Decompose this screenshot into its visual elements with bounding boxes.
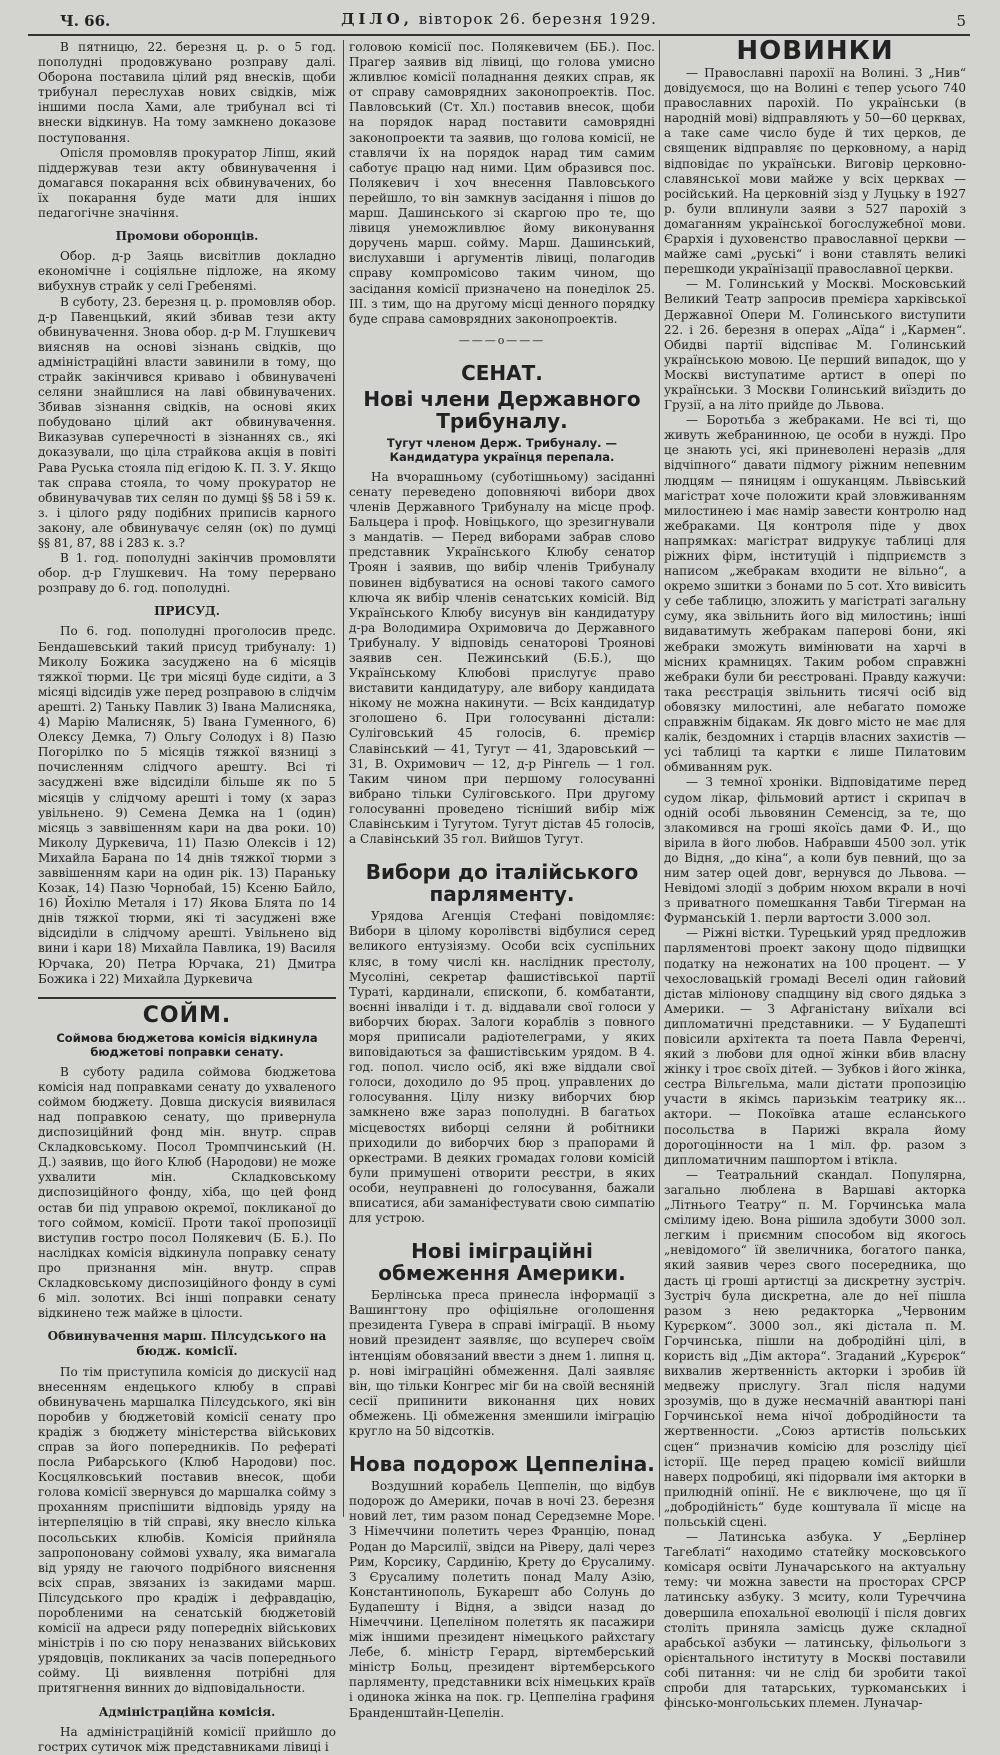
column-rule-2 xyxy=(659,40,660,1517)
news-holynsky-moscow: — М. Голинський у Москві. Московський Великий Театр запросив премієра харківської Державної Опери М. Голинського виступити 22. і 26. березня в операх „Аїда“ і „Кармен“. Обидві партії відспіває М. Голинський українською мовою. Це перший випадок, що у Москві виступатиме артист в опері по українськи. З Москви Голинський виїздить до Грузії, а на літо прийде до Львова. xyxy=(664,277,966,413)
news-orthodox-parishes: — Православні парохії на Волині. З „Нив“ довідуємося, що на Волині є тепер усього 740 православних парохій. По українськи (в народній мові) відправляють у 50—60 церквах, а таке саме число буде й тих церков, де священик відправляє по церковному, а нарід відповідає по українськи. Виговір церковно-славянської мови майже у всіх церквах — російський. На церковній зізд у Луцьку в 1927 р. були вплинули заяви з 527 парохій з домаганням української богослужебної мови. Єрархія і духовенство православної церкви — майже самі „руські“ і вони ставлять великі перешкоди українізації православної церкви. xyxy=(664,66,966,277)
masthead xyxy=(28,6,970,36)
heading-italy-elections: Вибори до італійського парляменту. xyxy=(365,860,639,907)
italy-paragraph: Урядова Агенція Стефані повідомляє: Вибори в цілому королівстві відбулися серед великого ентузіязму. Особи всіх суспільних кляс, в тому числі кн. наслідник престолу, Мусоліні, секретар фашистівської партії Тураті, кардинали, єпископи, б. комбатанти, воєнні інваліди і т. д. віддавали свої голоси у виборчих бюрах. Залоги кораблів з повного моря приписали радіотелеграми, у яких виповідаються за фашистівським урядом. В 4. год. попол. число осіб, які вже віддали свої голоси, доходило до 95 проц. управлених до голосування. Цілу низку виборчих бюр замкнено вже зараз пополудні. В багатьох місцевостях виборці селяни й робітники приходили до виборчих бюр з прапорами й оркестрами. В деяких громадах голови комісій були примушені отворити реєстри, в яких особи, неуправнені до голосування, бажали вписатися, аби заманіфестувати свою симпатію для устрою. xyxy=(349,909,655,1226)
separator-1: ———o——— xyxy=(458,333,546,347)
heading-news: НОВИНКИ xyxy=(736,36,894,66)
deck-seim: Соймова бюджетова комісія відкинула бюджетові поправки сенату. xyxy=(56,1030,318,1059)
senate-paragraph: На вчорашньому (суботішньому) засіданні сенату переведено доповняючі вибори двох членів Державного Трибуналу на місце проф. Бальцера і проф. Новіцького, що зрезигнували з мандатів. — Перед виборами забрав слово представник Українського Клюбу сенатор Троян і заявив, що вибір членів Трибуналу повинен відбуватися на основі такого самого ключа як вибір членів сенатських комісій. Від Українського Клюбу висунув він кандидатуру д-ра Володимира Охримовича до Державного Трибуналу. У відповідь сенаторові Троянові заявив сен. Пежинський (Б.Б.), що Українському Клюбові прислугує право виставити кандидатуру, але вибору кандидата нікому не можна накинути. — Всіх кандидатур зголошено 6. При голосуванні дістали: Суліговський 45 голосів, 6. премієр Славінський — 41, Тугут — 41, Здаровський — 31, В. Охримович — 12, д-р Рінгель — 1 гол. Таким чином при першому голосуванні вибрано тільки Суліговського. При другому голосуванні проведено тісніший вибір між Славінським і Тугутом. Тугут дістав 45 голосів, а Славінський 35 гол. Вийшов Тугут. xyxy=(349,469,655,847)
news-various: — Ріжні вістки. Турецький уряд предложив парляментові проект закону щодо підвищки податку на нежонатих на 100 процент. — У чехословацькій громаді Веселі один гайовий дістав міліонову спадщину від свого дядька з Америки. — З Афганістану виїхали всі дипломатичні представники. — У Будапешті повісили архітекта та поета Павла Ференчі, який з любови для одної жінки вбив власну жінку і троє своїх дітей. — Зубков і його жінка, сестра Вільгельма, мали дістати пропозицію участи в якімсь паризькім театрику як... актори. — Покоївка аташе есланського посольства в Парижі вкрала йому дорогоцінности на 1 міл. фр. разом з дипломатичним пашпортом і втікла. xyxy=(664,926,966,1167)
trial-paragraph-3: Обор. д-р Заяць висвітлив докладно економічне і соціяльне підложе, на якому вибухнув страйк у селі Гребенямі. xyxy=(38,249,336,294)
news-dark-chronicle: — З темної хроніки. Відповідатиме перед судом лікар, фільмовий артист і скрипач в одній особі львовянин Семенсід, за те, що злакомився на гроші якоїсь дами Ф. И., що вірила в його любов. Набравши 4500 зол. утік до Відня, „до кіна“, а коли був певний, що за ним затер оцей довг, вернувся до Львова. — Невідомі злодії з добрим нюхом вкрали в ночі з приватного помешкання Тавби Тігерман на Фурманській 1. перли вартости 3.000 зол. xyxy=(664,775,966,926)
trial-paragraph-4: В суботу, 23. березня ц. р. промовляв обор. д-р Павенцький, який збивав тези акту обвинувачення. Знова обор. д-р М. Глушкевич виясняв на основі зізнань свідків, що адміністраційні власти завинили в тому, що страйк закінчився криваво і обвинувачені селяни знайшлися на лаві обвинувачених. Збивав зізнання свідків, на основі яких побудовано цілий акт обвинувачення. Виказував суперечності в зізнаннях св., які доказували, що ціла страйкова акція в повіті Рава Руська стояла під егідою К. П. З. У. Якщо так справа стояла, то чому прокуратор не обвинувачував тих селян по думці §§ 58 і 59 к. з. і цілого ряду подібних приписів карного закону, але обвинувачує селян (ок) по думці §§ 81, 87, 88 і 283 к. з.? xyxy=(38,294,336,550)
sheet-number: 5 xyxy=(956,12,966,30)
subheading-admin-commission: Адміністраційна комісія. xyxy=(98,1704,276,1719)
trial-paragraph-1: В пятницю, 22. березня ц. р. о 5 год. пополудні продовжувано розправу далі. Оборона поставила цілий ряд внесків, щоби трибунал переслухав нових свідків, між іншими посла Хами, але трибунал всі ті внески відкинув. На тому замкнено доказове поступовання. xyxy=(38,40,336,145)
america-paragraph: Берлінська преса принесла інформації з Вашингтону про офіціяльне оголошення президента Гувера в справі іміграції. В ньому новий президент заявляє, що всупереч своїм інтенціям обовязаний ввести з днем 1. липня ц. р. нові іміграційні обмеження. Далі заявляє він, що тільки Конгрес міг би на своїй весняній сесії припинити виконання цих нових обмежень. Ці обмеження зменшили іміграцію кругло на 50 відсотків. xyxy=(349,1288,655,1439)
news-beggars: — Боротьба з жебраками. Не всі ті, що живуть жебранинною, це особи в нужді. Про це знають усі, які приневолені неразів „для відчіпного“ давати підмогу ріжним непевним людцям — пяницям і ошуканцям. Львівський магістрат хоче положити край зловживанням милостинею і має намір завести контролю над жебраками. Ця контроля піде у двох напрямках: магістрат видрукує таблиці для ріжних фірм, інституцій і підприємств з написом „жебракам входити не вільно“, а окремо зшитки з бонами по 5 сот. Хто вивісить у себе таблицю, зложить у магістраті загальну суму, яка звільнить його від милостинь; інші видаватимуть жебракам паперові бони, які жебраки зможуть вимінювати на харчі в місних крамницях. Таким робом справжні жебраки були би реєстровані. Правду кажучи: така реєстрація звільнить тисячі осіб від обовязку милостині, але небагато поможе справжнім бідакам. Як довго місто не має для калік, бездомних і старців власних захистів — усі таблиці та картки є лише Пилатовим обмиванням рук. xyxy=(664,413,966,775)
news-theatre-scandal: — Театральний скандал. Популярна, загально люблена в Варшаві акторка „Літнього Театру“ п. М. Горчинська мала смілиму ідею. Вона рішила здобути 3000 зол. легким і приємним способом від якогось „невідомого“ їй звеличника, богатого панка, який заявив через свого посередника, що дасть ці гроші артистці за дискретну зустріч. Зустріч була дискретна, але до неї пішла разом з нею редакторка „Червоним Курєрком“. 3000 зол., які дістала п. М. Горчинська, пішли на добродійні цілі, в користь від „Дім актора“. Згаданий „Курєрок“ вихвалив жертвенність акторки і зробив їй медвежу прислугу. Згал після надуми зрозумів, що в дуже несмачній авантюрі пані Горчинської нема нічої добродійности та жертвенности. „Союз артистів польських сцен“ призначив комісію для розсліду цієї історії. Ще перед працею комісії вийшли наверх подробиці, які підорвали імя акторки в прилюдній опінії. Не є виключене, що ця її „добродійність“ буде коштувала її місце на польській сцені. xyxy=(664,1167,966,1529)
column-rule-1 xyxy=(343,40,344,1517)
masthead-title xyxy=(28,10,970,28)
heading-seim: СОЙМ. xyxy=(38,997,336,1027)
seim-paragraph-3: На адміністраційній комісії прийшло до гострих сутичок між представниками лівиці і xyxy=(38,1724,336,1754)
newspaper-name: ДІЛО, xyxy=(341,10,413,28)
column-1 xyxy=(38,40,336,1754)
verdict-paragraph: По 6. год. пополудні проголосив предс. Бендашевський такий присуд трибуналу: 1) Миколу Божика засуджено на 6 місяців тяжкої тюрми. Цє три місяці буде сидіти, а 3 місяці відсидів уже перед розправою в слідчім арешті. 2) Таньку Павлик 3) Івана Малисняка, 4) Марію Малисняк, 5) Івана Гуменного, 6) Олексу Демка, 7) Ольгу Солодух і 8) Пазю Погорілко по 5 місяців тяжкої вязниці з почисленням слідчого арешту. Всі ті засуджені вже відсиділи більше як по 5 місяців у слідчому арешті і тому (х зараз увільнено. 9) Семена Демка на 1 (один) місяць з заввішенням кари на два роки. 10) Миколу Дуркевича, 11) Пазю Олексів і 12) Михайла Барана по 14 днів тяжкої тюрми з заввішенням кари на один рік. 13) Параньку Козак, 14) Пазю Чорнобай, 15) Ксеню Байло, 16) Йохілю Металя і 17) Якова Блята по 14 днів тяжкої тюрми, які ті засуджені вже відсиділи в слідчому арешті. Увільнено від вини і кари 18) Михайла Павлика, 19) Василя Юрчака, 20) Петра Юрчака, 21) Дмитра Божика і 22) Михайла Дуркевича xyxy=(38,624,336,986)
trial-paragraph-5: В 1. год. пополудні закінчив промовляти обор. д-р Глушкевич. На тому перервано розправу до 6. год. пополудні. xyxy=(38,551,336,596)
page-number: Ч. 66. xyxy=(60,12,111,30)
column-3 xyxy=(664,36,966,1711)
heading-tribunal: Нові члени Державного Трибуналу. xyxy=(363,386,641,433)
news-latin-alphabet: — Латинська азбука. У „Берлінер Тагеблаті“ находимо статейку московського комісаря освіти Луначарського на актуальну тему: чи можна завести на просторах СРСР латинську азбуку. З мситу, коли Туреччина довершила епохальної еволюції і після довгих століть приняла замісць дуже складної арабської азбуки — латинську, фільольоги з орієнтального інституту в Москві поставили собі питання: чи не слід би зробити такої спроби для татарських, туркоманських і фінсько-монгольських племен. Луначар- xyxy=(664,1530,966,1711)
seim-paragraph-1: В суботу радила соймова бюджетова комісія над поправками сенату до ухваленого соймом бюджету. Довша дискусія виявилася над поправкою сенату, що привернула диспозиційний фонд мін. внутр. справ Складковському. Посол Тромпчинський (Н. Д.) заявив, що його Клюб (Народови) не може ухвалити мін. Складковському диспозиційного фонду, хіба, що цей фонд остав би під управою окремої, покликаної до того соймом, комісії. Проти такої пропозиції виступив гостро посол Полякевич (Б. Б.). По наслідках комісія відкинула поправку сенату про признання мін. внутр. справ Складковському диспозиційного фонду в сумі 6 міл. золотих. Всі інші поправки сенату відкинено теж майже в цілости. xyxy=(38,1064,336,1321)
deck-senate: Тугут членом Держ. Трибуналу. — Кандидатура українця перепала. xyxy=(386,435,618,464)
heading-america-immigration: Нові іміграційні обмеження Америки. xyxy=(378,1239,626,1286)
admin-continuation: головою комісії пос. Полякевичем (ББ.). Пос. Прагер заявив від лівиці, що голова умисно жливлює комісії поладнання деяких справ, як от справу самоврядних законопроектів. Пос. Павловський (Ст. Хл.) поставив внесок, щоби на порядок нарад поставити самоврядні законопроекти та заявив, що голова комісії, не ставлячи їх на порядок нарад тим самим саботує працю над ними. Цим образився пос. Полякевич і хоч внесення Павловського перейшло, то він замкнув засідання і пішов до марш. Дашинського зі скаргою про те, що лівиця унеможливлює йому виконування доручень марш. сойму. Марш. Дашинський, вислухавши і аргументів лівиці, полагодив справу компромісово таким чином, що засідання комісії призначено на понеділок 25. III. з тим, що на другому місці денного порядку буде справа самоврядних законопроектів. xyxy=(349,40,655,326)
column-2 xyxy=(349,40,655,1720)
trial-paragraph-2: Опісля промовляв прокуратор Ліпш, який піддержував тези акту обвинувачення і домагався покарання всіх обвинувачених, бо їх покарання буде мати для інших педагогічне значіння. xyxy=(38,145,336,221)
issue-date: вівторок 26. березня 1929. xyxy=(418,10,657,28)
seim-paragraph-2: По тім приступила комісія до дискусії над внесенням ендецького клюбу в справі обвинувачень маршалка Пілсудського, які він поробив у бюджетовій комісії сенату про крадіж з бюджету міністерства військових справ за його попередників. По рефераті посла Рибарського (Клюб Народови) пос. Косцялковський поставив внесок, щоби голова комісії звернувся до маршалка сойму з проханням приспішити відповідь уряду на інтерпеляцію в тій справі, яку внесло кілька посольських клюбів. Комісія прийняла запропоновану соймові ухвалу, яка вимагала від уряду не гаючого подрібного вияснення всіх справ, звязаних із закидами марш. Пілсудського про крадіж і дефравдацію, поробленими на сенатській бюджетовій комісії на адреси ряду попередніх військових міністрів і по сю пору неназваних військових урядовців, покликаних за часів попереднього сойму. Ці виявлення потрібні для притягнення винних до відповідальности. xyxy=(38,1364,336,1696)
subheading-pilsudski: Обвинувачення марш. Пілсудського на бюдж. комісії. xyxy=(47,1329,327,1359)
zeppelin-paragraph: Воздушний корабель Цеппелін, що відбув подорож до Америки, почав в ночі 23. березня новий лет, тим разом понад Середземне Море. З Німеччини полетить через Францію, понад Родан до Марсилії, звідси на Ріверу, далі через Рим, Корсику, Сардинію, Крету до Єрусалиму. З Єрусалиму полетить понад Малу Азію, Константинополь, Букарешт або Солунь до Будапешту і Відня, а звідси назад до Німеччини. Цепеліном полетять як пасажири між іншими президент німецького райхстагу Лебе, б. міністр Герард, віртемберський міністр Больц, президент віртемберського парляменту, представники всіх німецьких країв і одинока жінка на пок. гр. Цеппеліна графиня Бранденштайн-Цепелін. xyxy=(349,1479,655,1720)
subheading-verdict: ПРИСУД. xyxy=(154,604,220,619)
heading-senate: СЕНАТ. xyxy=(461,360,543,385)
subheading-defense: Промови оборонців. xyxy=(115,229,259,244)
heading-zeppelin: Нова подорож Цеппеліна. xyxy=(349,1452,655,1477)
